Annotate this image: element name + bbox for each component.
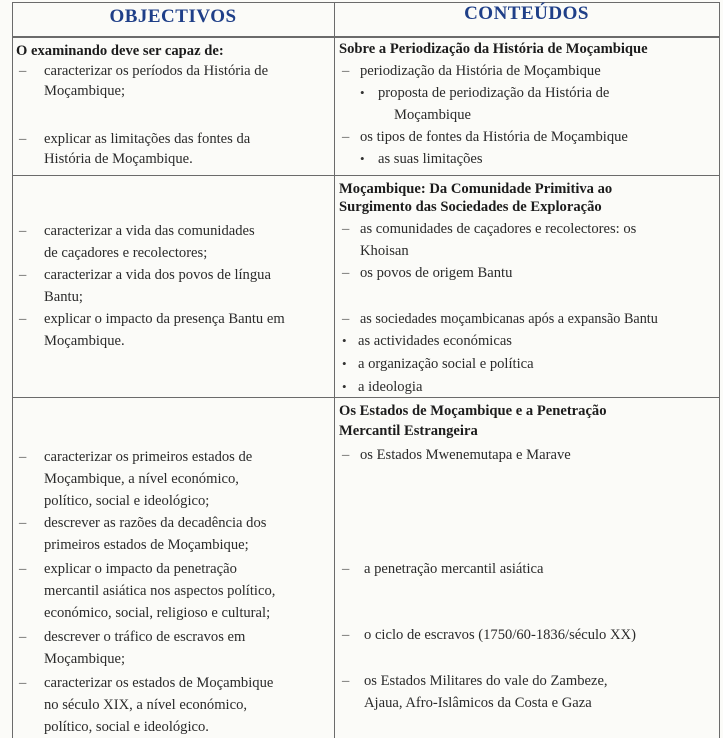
dash-bullet: – bbox=[342, 311, 350, 327]
content-subitem: Moçambique bbox=[394, 107, 472, 123]
dash-bullet: – bbox=[342, 129, 350, 145]
objective-text: Bantu; bbox=[44, 289, 83, 305]
dash-bullet: – bbox=[342, 221, 350, 237]
objective-text: Moçambique. bbox=[44, 333, 125, 349]
content-subitem: as suas limitações bbox=[378, 151, 483, 167]
dash-bullet: – bbox=[19, 223, 27, 239]
objectives-intro: O examinando deve ser capaz de: bbox=[16, 43, 224, 59]
conteudos-header: CONTEÚDOS bbox=[464, 3, 589, 24]
objective-text: Moçambique; bbox=[44, 83, 126, 99]
dot-bullet: • bbox=[342, 356, 347, 371]
dash-bullet: – bbox=[19, 675, 27, 691]
dash-bullet: – bbox=[19, 131, 27, 147]
content-subitem: a organização social e política bbox=[358, 356, 534, 372]
content-section-title: Moçambique: Da Comunidade Primitiva ao bbox=[339, 181, 613, 197]
content-item: os Estados Mwenemutapa e Marave bbox=[360, 447, 571, 463]
content-item: Khoisan bbox=[360, 243, 409, 259]
objective-text: explicar as limitações das fontes da bbox=[44, 131, 251, 147]
dash-bullet: – bbox=[19, 515, 27, 531]
objectivos-header: OBJECTIVOS bbox=[109, 6, 237, 27]
dash-bullet: – bbox=[342, 447, 350, 463]
objective-text: político, social e ideológico. bbox=[44, 719, 209, 735]
objective-text: de caçadores e recolectores; bbox=[44, 245, 208, 261]
objective-text: caracterizar a vida dos povos de língua bbox=[44, 267, 271, 283]
objective-text: História de Moçambique. bbox=[44, 151, 193, 167]
objective-text: económico, social, religioso e cultural; bbox=[44, 605, 271, 621]
content-section-title: Os Estados de Moçambique e a Penetração bbox=[339, 403, 607, 419]
content-subitem: a ideologia bbox=[358, 379, 423, 395]
objective-text: Moçambique, a nível económico, bbox=[44, 471, 239, 487]
content-item: periodização da História de Moçambique bbox=[360, 63, 601, 79]
objective-text: caracterizar os períodos da História de bbox=[44, 63, 269, 79]
objective-text: político, social e ideológico; bbox=[44, 493, 210, 509]
objective-text: caracterizar os primeiros estados de bbox=[44, 449, 253, 465]
dash-bullet: – bbox=[342, 561, 350, 577]
objective-text: Moçambique; bbox=[44, 651, 126, 667]
objective-text: mercantil asiática nos aspectos político, bbox=[44, 583, 276, 599]
table-column-divider bbox=[334, 2, 335, 738]
content-subitem: proposta de periodização da História de bbox=[378, 85, 610, 101]
content-item: Ajaua, Afro-Islâmicos da Costa e Gaza bbox=[364, 695, 592, 711]
dash-bullet: – bbox=[19, 629, 27, 645]
objective-text: primeiros estados de Moçambique; bbox=[44, 537, 249, 553]
content-item: o ciclo de escravos (1750/60-1836/século XX) bbox=[364, 627, 636, 643]
dash-bullet: – bbox=[19, 311, 27, 327]
content-section-title: Sobre a Periodização da História de Moçambique bbox=[339, 41, 648, 57]
content-item: as sociedades moçambicanas após a expansão Bantu bbox=[360, 311, 658, 327]
content-item: os tipos de fontes da História de Moçambique bbox=[360, 129, 628, 145]
objective-text: explicar o impacto da presença Bantu em bbox=[44, 311, 285, 327]
dot-bullet: • bbox=[342, 333, 347, 348]
objective-text: caracterizar a vida das comunidades bbox=[44, 223, 255, 239]
dot-bullet: • bbox=[342, 379, 347, 394]
dash-bullet: – bbox=[19, 63, 27, 79]
dash-bullet: – bbox=[342, 673, 350, 689]
section-divider-2 bbox=[12, 397, 720, 398]
dash-bullet: – bbox=[342, 627, 350, 643]
dash-bullet: – bbox=[342, 265, 350, 281]
dash-bullet: – bbox=[342, 63, 350, 79]
content-item: os Estados Militares do vale do Zambeze, bbox=[364, 673, 608, 689]
content-item: a penetração mercantil asiática bbox=[364, 561, 544, 577]
section-divider-1 bbox=[12, 175, 720, 176]
objective-text: explicar o impacto da penetração bbox=[44, 561, 237, 577]
content-subitem: as actividades económicas bbox=[358, 333, 512, 349]
objective-text: descrever as razões da decadência dos bbox=[44, 515, 267, 531]
content-item: os povos de origem Bantu bbox=[360, 265, 513, 281]
content-section-title: Surgimento das Sociedades de Exploração bbox=[339, 199, 602, 215]
dash-bullet: – bbox=[19, 561, 27, 577]
table-border-left bbox=[12, 2, 13, 738]
header-divider bbox=[12, 36, 720, 38]
dash-bullet: – bbox=[19, 449, 27, 465]
dash-bullet: – bbox=[19, 267, 27, 283]
table-border-right bbox=[719, 2, 720, 738]
objective-text: no século XIX, a nível económico, bbox=[44, 697, 248, 713]
dot-bullet: • bbox=[360, 85, 365, 100]
objective-text: descrever o tráfico de escravos em bbox=[44, 629, 246, 645]
objective-text: caracterizar os estados de Moçambique bbox=[44, 675, 274, 691]
content-section-title: Mercantil Estrangeira bbox=[339, 423, 478, 439]
content-item: as comunidades de caçadores e recolectores: os bbox=[360, 221, 637, 237]
dot-bullet: • bbox=[360, 151, 365, 166]
